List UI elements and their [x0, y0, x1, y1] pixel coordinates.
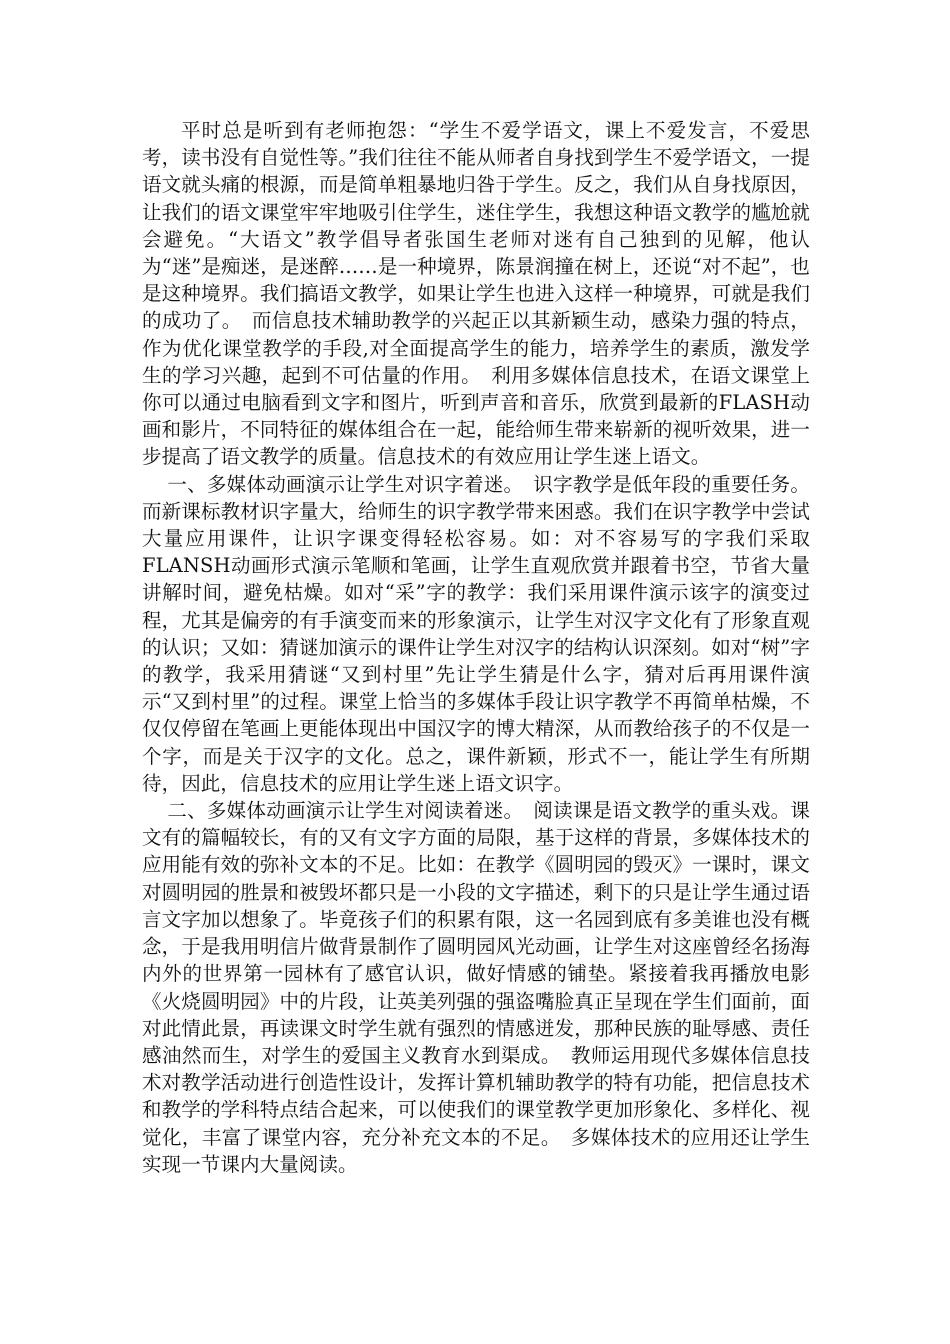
- paragraph-intro: 平时总是听到有老师抱怨：“学生不爱学语文，课上不爱发言，不爱思考，读书没有自觉性等。”我们往往不能从师者自身找到学生不爱学语文，一提语文就头痛的根源，而是简单粗暴地归咎于学生。反之，我们从自身找原因，让我们的语文课堂牢牢地吸引住学生，迷住学生，我想这种语文教学的尴尬就会避免。“大语文”教学倡导者张国生老师对迷有自己独到的见解，他认为“迷”是痴迷，是迷醉……是一种境界，陈景润撞在树上，还说“对不起”，也是这种境界。我们搞语文教学，如果让学生也进入这样一种境界，可就是我们的成功了。 而信息技术辅助教学的兴起正以其新颖生动，感染力强的特点，作为优化课堂教学的手段,对全面提高学生的能力，培养学生的素质，激发学生的学习兴趣，起到不可估量的作用。 利用多媒体信息技术，在语文课堂上你可以通过电脑看到文字和图片，听到声音和音乐，欣赏到最新的FLASH动画和影片，不同特征的媒体组合在一起，能给师生带来崭新的视听效果，进一步提高了语文教学的质量。信息技术的有效应用让学生迷上语文。: [142, 119, 810, 469]
- document-body: [142, 117, 810, 1178]
- paragraph-section-two: 二、多媒体动画演示让学生对阅读着迷。 阅读课是语文教学的重头戏。课文有的篇幅较长，有的又有文字方面的局限，基于这样的背景，多媒体技术的应用能有效的弥补文本的不足。比如：在教学《圆明园的毁灭》一课时，课文对圆明园的胜景和被毁坏都只是一小段的文字描述，剩下的只是让学生通过语言文字加以想象了。毕竟孩子们的积累有限，这一名园到底有多美谁也没有概念，于是我用明信片做背景制作了圆明园风光动画，让学生对这座曾经名扬海内外的世界第一园林有了感官认识，做好情感的铺垫。紧接着我再播放电影《火烧圆明园》中的片段，让英美列强的强盗嘴脸真正呈现在学生们面前，面对此情此景，再读课文时学生就有强烈的情感迸发，那种民族的耻辱感、责任感油然而生，对学生的爱国主义教育水到渠成。 教师运用现代多媒体信息技术对教学活动进行创造性设计，发挥计算机辅助教学的特有功能，把信息技术和教学的学科特点结合起来，可以使我们的课堂教学更加形象化、多样化、视觉化，丰富了课堂内容，充分补充文本的不足。 多媒体技术的应用还让学生实现一节课内大量阅读。: [142, 799, 810, 1176]
- paragraph-section-one: 一、多媒体动画演示让学生对识字着迷。 识字教学是低年段的重要任务。而新课标教材识字量大，给师生的识字教学带来困惑。我们在识字教学中尝试大量应用课件，让识字课变得轻松容易。如：对不容易写的字我们采取FLANSH动画形式演示笔顺和笔画，让学生直观欣赏并跟着书空，节省大量讲解时间，避免枯燥。如对“采”字的教学：我们采用课件演示该字的演变过程，尤其是偏旁的有手演变而来的形象演示，让学生对汉字文化有了形象直观的认识；又如：猜谜加演示的课件让学生对汉字的结构认识深刻。如对“树”字的教学，我采用猜谜“又到村里”先让学生猜是什么字，猜对后再用课件演示“又到村里”的过程。课堂上恰当的多媒体手段让识字教学不再简单枯燥，不仅仅停留在笔画上更能体现出中国汉字的博大精深，从而教给孩子的不仅是一个字，而是关于汉字的文化。总之，课件新颖，形式不一，能让学生有所期待，因此，信息技术的应用让学生迷上语文识字。: [142, 472, 810, 795]
